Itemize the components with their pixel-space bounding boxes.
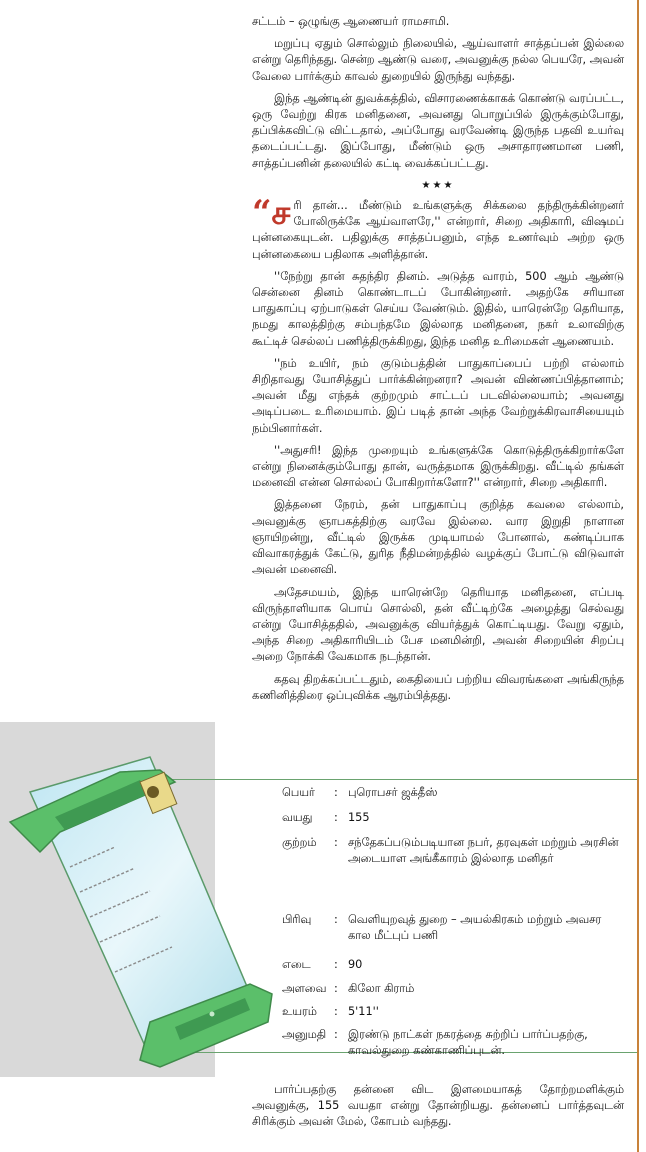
record-row-permission (282, 1027, 627, 1058)
record-value: வெளியுறவுத் துறை – அயல்கிரகம் மற்றும் அவசர கால மீட்புப் பணி (348, 913, 602, 942)
record-value: கிலோ கிராம் (348, 982, 415, 995)
record-row-name (282, 785, 627, 801)
paragraph-6: ''நம் உயிர், நம் குடும்பத்தின் பாதுகாப்பைப் பற்றி எல்லாம் சிறிதாவது யோசித்துப் பார்க்கின்றனரா? அவன் விண்ணப்பித்தானாம்; அவன் மீது எந்தக் குற்றமும் சாட்டப் படவில்லையாம்; அவனது அடிப்படை உரிமையாம். இப் படித் தான் அந்த வேற்றுக்கிரவாசியையும் நம்பினார்கள். (252, 356, 624, 435)
page-edge-rule (637, 0, 639, 1152)
record-value: புரொபசர் ஜக்தீஸ் (348, 786, 438, 799)
record-row-height (282, 1004, 627, 1020)
record-separator: : (334, 1005, 338, 1018)
record-label: குற்றம் (282, 836, 317, 849)
paragraph-7: ''அதுசரி! இந்த முறையும் உங்களுக்கே கொடுத்திருக்கிறார்களே என்று நினைக்கும்போது தான், வருத்தமாக இருக்கிறது. வீட்டில் தங்கள் மனைவி என்ன சொல்லப் போகிறார்களோ?'' என்றார், சிறை அதிகாரி. (252, 443, 624, 490)
record-separator: : (334, 786, 338, 799)
record-label: உயரம் (282, 1005, 317, 1018)
record-row-unit (282, 981, 627, 997)
paragraph-9: அதேசமயம், இந்த யாரென்றே தெரியாத மனிதனை, எப்படி விருந்தாளியாக பொய் சொல்லி, தன் வீட்டிற்கே அழைத்து செல்வது என்று யோசித்ததில், அவனுக்கு வியர்த்துக் கொட்டியது. வேறு ஏதும், அந்த சிறை அதிகாரியிடம் பேச மனமின்றி, அவன் சிறையின் சிறப்பு அறை நோக்கி வேகமாக நடந்தான். (252, 585, 624, 664)
record-value: இரண்டு நாட்கள் நகரத்தை சுற்றிப் பார்ப்பதற்கு, காவல்துறை கண்காணிப்புடன். (348, 1028, 588, 1057)
id-card-illustration (0, 722, 280, 1082)
record-value: 155 (348, 811, 370, 824)
record-separator: : (334, 958, 338, 971)
record-separator: : (334, 982, 338, 995)
record-row-offence (282, 835, 627, 866)
record-separator: : (334, 1028, 338, 1041)
paragraph-3: இந்த ஆண்டின் துவக்கத்தில், விசாரணைக்காகக் கொண்டு வரப்பட்ட, ஒரு வேற்று கிரக மனிதனை, அவனது பொறுப்பில் இருக்கும்போது, தப்பிக்கவிட்டு விட்டதால், அப்போது வரவேண்டி இருந்த பதவி உயர்வு தடைப்பட்டது. இப்போது, மீண்டும் ஒரு அசாதாரணமான பணி, சாத்தப்பனின் தலையில் கட்டி வைக்கப்பட்டது. (252, 91, 624, 170)
record-value: 90 (348, 958, 363, 971)
record-separator: : (334, 836, 338, 849)
record-label: அனுமதி (282, 1028, 327, 1041)
record-label: அளவை (282, 982, 327, 995)
record-label: எடை (282, 958, 311, 971)
paragraph-2: மறுப்பு ஏதும் சொல்லும் நிலையில், ஆய்வாளர் சாத்தப்பன் இல்லை என்று தெரிந்தது. சென்ற ஆண்டு வரை, அவனுக்கு நல்ல பெயரே, அவன் வேலை பார்க்கும் காவல் துறையில் இருந்து வந்தது. (252, 37, 624, 83)
record-value: சந்தேகப்படும்படியான நபர், தரவுகள் மற்றும் அரசின் அடையாள அங்கீகாரம் இல்லாத மனிதர் (348, 836, 619, 865)
paragraph-10: கதவு திறக்கப்பட்டதும், கைதியைப் பற்றிய விவரங்களை அங்கிருந்த கணினித்திரை ஒப்புவிக்க ஆரம்பித்தது. (252, 672, 624, 702)
paragraph-4 (252, 193, 624, 263)
section-break-stars: ★★★ (421, 179, 455, 191)
record-row-weight (282, 957, 627, 973)
paragraph-5: ''நேற்று தான் சுதந்திர தினம். அடுத்த வாரம், 500 ஆம் ஆண்டு சென்னை தினம் கொண்டாடப் போகின்றனர். அதற்கே சரியான பாதுகாப்பு ஏற்பாடுகள் செய்ய வேண்டும். இதில், யாரென்றே தெரியாத, நமது காலத்திற்கு சம்பந்தமே இல்லாத மனிதனை, நகர் உலாவிற்கு கூட்டிச் செல்லப் பணித்திருக்கிறது, இந்த மனித உரிமைகள் ஆணையம். (252, 269, 624, 348)
record-separator: : (334, 913, 338, 926)
record-value: 5'11'' (348, 1005, 379, 1018)
card-bottom-rivet (210, 1012, 215, 1017)
record-separator: : (334, 811, 338, 824)
record-row-age (282, 810, 627, 826)
drop-cap: “ச (252, 193, 291, 234)
paragraph-8: இத்தனை நேரம், தன் பாதுகாப்பு குறித்த கவலை எல்லாம், அவனுக்கு ஞாபகத்திற்கு வரவே இல்லை. வார இறுதி நாளான ஞாயிறன்று, வீட்டில் இருக்க முடியாமல் போனால், கண்டிப்பாக விவாகரத்துக் கேட்டு, துரித நீதிமன்றத்தில் வழக்குப் போட்டு விடுவாள் அவன் மனைவி. (252, 498, 624, 577)
paragraph-1: சட்டம் – ஒழுங்கு ஆணையர் ராமசாமி. (252, 15, 450, 28)
record-label: பெயர் (282, 786, 315, 799)
record-label: வயது (282, 811, 313, 824)
card-photo-face (147, 786, 159, 798)
record-row-division (282, 912, 627, 943)
closing-paragraph: பார்ப்பதற்கு தன்னை விட இளமையாகத் தோற்றமளிக்கும் அவனுக்கு, 155 வயதா என்று தோன்றியது. தன்னைப் பார்த்தவுடன் சிரிக்கும் அவன் மேல், கோபம் வந்தது. (252, 1083, 624, 1129)
record-label: பிரிவு (282, 913, 312, 926)
article-column (252, 14, 624, 710)
paragraph-4-text: ரி தான்... மீண்டும் உங்களுக்கு சிக்கலை தந்திருக்கின்றனர் போலிருக்கே ஆய்வாளரே,'' என்றார், சிறை அதிகாரி, விஷமப் புன்னகையுடன். பதிலுக்கு சாத்தப்பனும், எந்த உணர்வும் அற்ற ஒரு புன்னகையை பதிலாக அளித்தான். (252, 199, 624, 261)
